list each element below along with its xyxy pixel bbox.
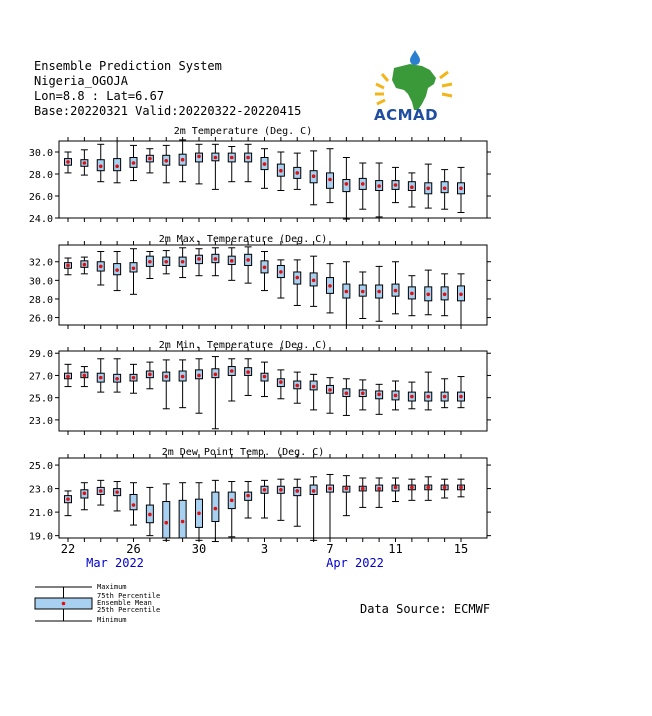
mean-marker [197, 155, 201, 159]
y-tick-label: 26.0 [28, 313, 53, 325]
mean-marker [164, 260, 168, 264]
x-month-label: Mar 2022 [86, 556, 144, 570]
mean-marker [328, 487, 332, 491]
mean-marker [99, 265, 103, 269]
mean-marker [230, 499, 234, 503]
mean-marker [132, 503, 136, 507]
mean-marker [181, 260, 185, 264]
mean-marker [459, 395, 463, 399]
mean-marker [66, 375, 70, 379]
mean-marker [132, 266, 136, 270]
mean-marker [394, 183, 398, 187]
legend-mean-label: Ensemble Mean [97, 599, 152, 607]
mean-marker [443, 395, 447, 399]
mean-marker [345, 391, 349, 395]
mean-marker [132, 161, 136, 165]
y-tick-label: 28.0 [28, 294, 53, 306]
mean-marker [377, 290, 381, 294]
mean-marker [66, 160, 70, 164]
iqr-box [179, 500, 186, 538]
x-day-label: 3 [260, 542, 269, 556]
mean-marker [99, 376, 103, 380]
x-day-label: 26 [126, 542, 141, 556]
header-title: Ensemble Prediction System [34, 59, 222, 73]
mean-marker [443, 486, 447, 490]
mean-marker [148, 513, 152, 517]
mean-marker [115, 377, 119, 381]
mean-marker [410, 486, 414, 490]
mean-marker [426, 293, 430, 297]
mean-marker [148, 373, 152, 377]
x-day-label: 15 [453, 542, 469, 556]
mean-marker [295, 276, 299, 280]
mean-marker [148, 157, 152, 161]
mean-marker [83, 161, 87, 165]
mean-marker [459, 486, 463, 490]
mean-marker [181, 375, 185, 379]
mean-marker [426, 187, 430, 191]
mean-marker [181, 158, 185, 162]
mean-marker [394, 486, 398, 490]
mean-marker [328, 388, 332, 392]
mean-marker [279, 169, 283, 173]
mean-marker [410, 292, 414, 296]
mean-marker [230, 369, 234, 373]
panel-frame [59, 458, 487, 538]
mean-marker [230, 259, 234, 263]
y-tick-label: 29.0 [28, 349, 53, 361]
mean-marker [295, 384, 299, 388]
mean-marker [328, 178, 332, 182]
mean-marker [279, 270, 283, 274]
x-day-label: 22 [60, 542, 76, 556]
mean-marker [83, 374, 87, 378]
mean-marker [459, 293, 463, 297]
x-day-label: 30 [191, 542, 207, 556]
mean-marker [345, 290, 349, 294]
mean-marker [263, 266, 267, 270]
mean-marker [443, 293, 447, 297]
x-day-label: 7 [326, 542, 334, 556]
mean-marker [164, 159, 168, 163]
x-day-label: 11 [388, 542, 403, 556]
mean-marker [394, 289, 398, 293]
mean-marker [410, 185, 414, 189]
y-tick-label: 19.0 [28, 531, 53, 543]
header-dates: Base:20220321 Valid:20220322-20220415 [34, 104, 302, 118]
mean-marker [263, 488, 267, 492]
mean-marker [361, 487, 365, 491]
mean-marker [132, 376, 136, 380]
panel-frame [59, 245, 487, 325]
mean-marker [312, 489, 316, 493]
mean-marker [214, 257, 218, 261]
y-tick-label: 28.0 [28, 170, 53, 181]
mean-marker [312, 174, 316, 178]
y-tick-label: 26.0 [28, 192, 53, 203]
y-tick-label: 25.0 [28, 393, 53, 405]
legend-mean-marker [62, 602, 66, 606]
y-tick-label: 21.0 [28, 508, 53, 520]
legend-minimum-label: Minimum [97, 616, 127, 624]
mean-marker [181, 520, 185, 524]
mean-marker [246, 370, 250, 374]
mean-marker [230, 156, 234, 160]
mean-marker [197, 374, 201, 378]
mean-marker [459, 187, 463, 191]
mean-marker [246, 258, 250, 262]
mean-marker [426, 486, 430, 490]
iqr-box [130, 494, 137, 509]
y-tick-label: 27.0 [28, 371, 53, 383]
y-tick-label: 32.0 [28, 257, 53, 269]
mean-marker [83, 491, 87, 495]
y-tick-label: 30.0 [28, 148, 53, 159]
mean-marker [410, 395, 414, 399]
legend-p25-label: 25th Percentile [97, 606, 161, 614]
mean-marker [345, 487, 349, 491]
mean-marker [164, 375, 168, 379]
mean-marker [279, 488, 283, 492]
mean-marker [197, 511, 201, 515]
mean-marker [361, 182, 365, 186]
y-tick-label: 23.0 [28, 484, 53, 496]
mean-marker [246, 494, 250, 498]
mean-marker [377, 184, 381, 188]
mean-marker [214, 156, 218, 160]
mean-marker [394, 394, 398, 398]
mean-marker [99, 489, 103, 493]
mean-marker [148, 260, 152, 264]
mean-marker [214, 507, 218, 511]
legend-maximum-label: Maximum [97, 583, 127, 591]
panel-frame [59, 141, 487, 218]
panel-title: 2m Temperature (Deg. C) [173, 126, 313, 137]
mean-marker [361, 391, 365, 395]
mean-marker [295, 489, 299, 493]
mean-marker [443, 187, 447, 191]
mean-marker [66, 497, 70, 501]
mean-marker [426, 395, 430, 399]
mean-marker [115, 490, 119, 494]
y-tick-label: 25.0 [28, 461, 53, 473]
mean-marker [164, 521, 168, 525]
y-tick-label: 24.0 [28, 214, 53, 225]
mean-marker [246, 156, 250, 160]
mean-marker [83, 263, 87, 267]
mean-marker [377, 487, 381, 491]
mean-marker [99, 165, 103, 169]
panel-frame [59, 351, 487, 431]
header-coords: Lon=8.8 : Lat=6.67 [34, 89, 165, 103]
mean-marker [279, 380, 283, 384]
panel-title: 2m Dew Point Temp. (Deg. C) [161, 447, 325, 458]
mean-marker [214, 373, 218, 377]
mean-marker [295, 171, 299, 175]
mean-marker [377, 393, 381, 397]
header-location: Nigeria_OGOJA [34, 74, 128, 88]
panel-title: 2m Min. Temperature (Deg. C) [158, 340, 328, 351]
y-tick-label: 30.0 [28, 276, 53, 288]
logo-text: ACMAD [374, 106, 439, 124]
y-tick-label: 23.0 [28, 415, 53, 427]
mean-marker [361, 290, 365, 294]
legend-p75-label: 75th Percentile [97, 592, 161, 600]
mean-marker [115, 165, 119, 169]
mean-marker [66, 264, 70, 268]
mean-marker [345, 182, 349, 186]
mean-marker [263, 162, 267, 166]
mean-marker [115, 268, 119, 272]
data-source: Data Source: ECMWF [360, 602, 491, 616]
iqr-box [163, 502, 170, 538]
mean-marker [312, 385, 316, 389]
x-month-label: Apr 2022 [326, 556, 384, 570]
panel-title: 2m Max. Temperature (Deg. C) [158, 234, 328, 245]
mean-marker [197, 257, 201, 261]
mean-marker [263, 375, 267, 379]
mean-marker [312, 279, 316, 283]
mean-marker [328, 284, 332, 288]
